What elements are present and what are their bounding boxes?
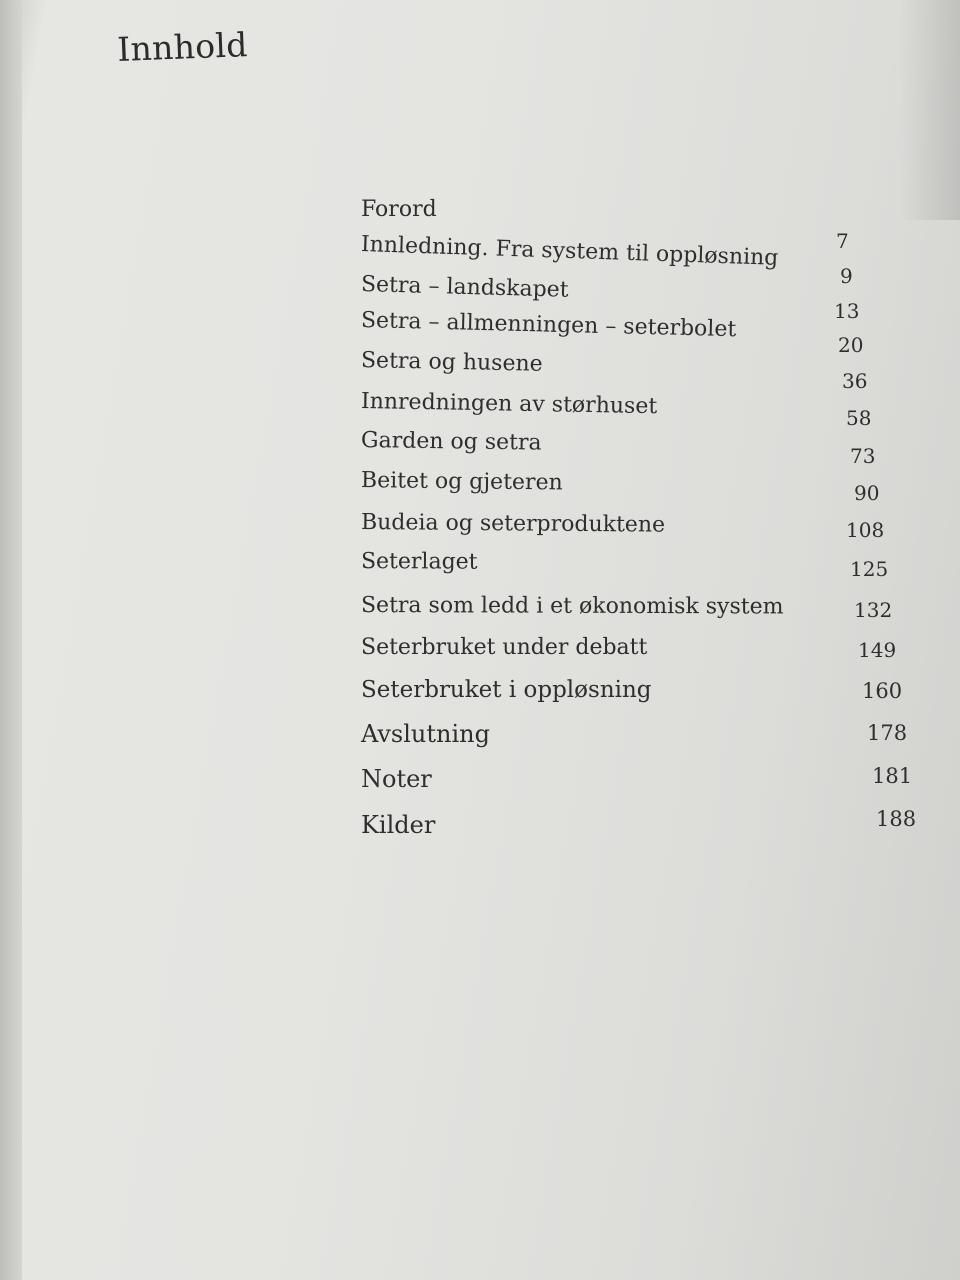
toc-entry-page: 58 — [846, 406, 872, 430]
toc-entry-page: 7 — [836, 229, 849, 253]
toc-entry-page: 132 — [854, 598, 893, 622]
toc-entry-label: Seterbruket under debatt — [361, 635, 648, 660]
toc-entry-label: Forord — [361, 197, 437, 222]
toc-entry-page: 90 — [854, 481, 880, 505]
toc-entry-page: 188 — [876, 807, 917, 831]
toc-entry-label: Avslutning — [361, 720, 490, 748]
toc-entry-label: Setra – allmenningen – seterbolet — [360, 308, 737, 343]
page-title: Innhold — [116, 25, 249, 70]
toc-entry-page: 9 — [840, 264, 853, 288]
toc-entry-label: Kilder — [361, 811, 436, 839]
toc-entry-page: 160 — [862, 679, 903, 703]
toc-entry-page: 125 — [850, 557, 889, 581]
toc-entry-page: 181 — [872, 764, 913, 788]
toc-entry-label: Innredningen av størhuset — [360, 389, 658, 420]
toc-entry-label: Garden og setra — [360, 428, 542, 456]
toc-entry-label: Budeia og seterproduktene — [360, 510, 666, 538]
toc-entry-label: Setra og husene — [360, 348, 543, 377]
toc-entry-page: 73 — [850, 444, 876, 468]
toc-entry-page: 149 — [858, 638, 897, 662]
toc-entry-page: 20 — [838, 333, 864, 357]
toc-entry-page: 36 — [842, 369, 868, 393]
toc-entry-label: Beitet og gjeteren — [360, 468, 563, 496]
toc-entry-label: Innledning. Fra system til oppløsning — [360, 232, 779, 271]
toc-entry-label: Setra – landskapet — [360, 272, 569, 303]
toc-entry-page: 13 — [834, 299, 860, 323]
toc-entry-page: 108 — [846, 518, 885, 542]
toc-entry-page: 178 — [867, 721, 908, 745]
toc-entry-label: Setra som ledd i et økonomisk system — [360, 593, 784, 620]
toc-entry-label: Noter — [361, 765, 432, 793]
toc-entry-label: Seterbruket i oppløsning — [361, 677, 652, 703]
toc-entry-label: Seterlaget — [360, 549, 478, 575]
